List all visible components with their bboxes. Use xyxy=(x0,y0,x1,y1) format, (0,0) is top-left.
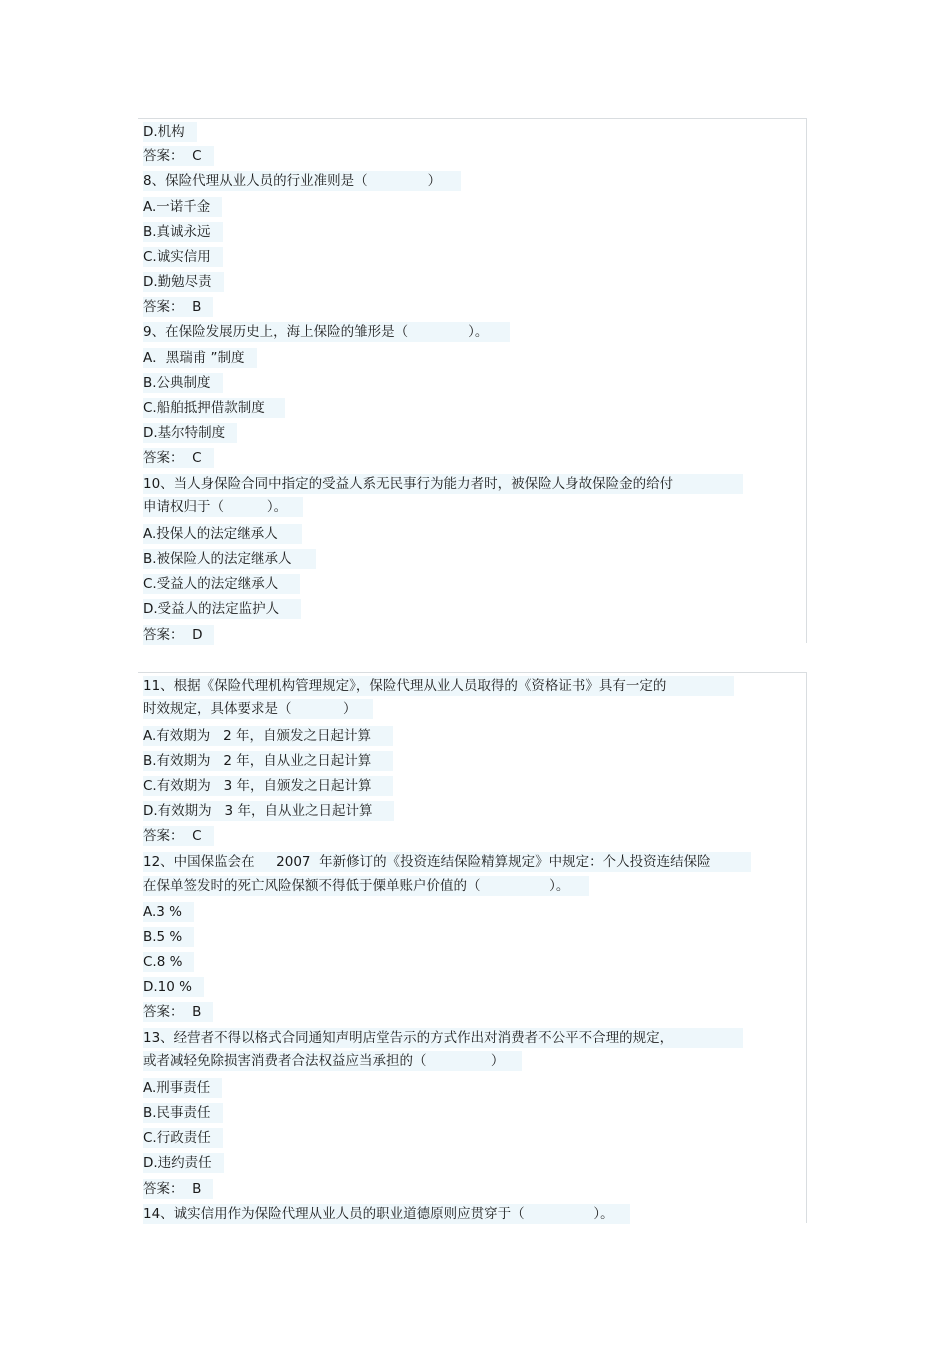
question-13-cont: 或者减轻免除损害消费者合法权益应当承担的（ ） xyxy=(143,1051,522,1071)
option-a: A.有效期为 2 年，自颁发之日起计算 xyxy=(143,726,393,746)
question-12-cont: 在保单签发时的死亡风险保额不得低于傈单账户价值的（ ）。 xyxy=(143,876,589,896)
option-b: B.5 % xyxy=(143,927,194,947)
option-b: B.公典制度 xyxy=(143,373,223,393)
answer-13: 答案： B xyxy=(143,1179,213,1199)
option-a: A.3 % xyxy=(143,902,194,922)
question-10-cont: 申请权归于（ ）。 xyxy=(143,497,303,517)
answer-7: 答案： C xyxy=(143,146,214,166)
question-block-1 xyxy=(138,118,807,643)
option-b: B.真诚永远 xyxy=(143,222,223,242)
option-c: C.诚实信用 xyxy=(143,247,223,267)
question-14: 14、诚实信用作为保险代理从业人员的职业道德原则应贯穿于（ ）。 xyxy=(143,1204,630,1224)
answer-9: 答案： C xyxy=(143,448,214,468)
option-a: A.投保人的法定继承人 xyxy=(143,524,302,544)
answer-12: 答案： B xyxy=(143,1002,213,1022)
option-c: C.船舶抵押借款制度 xyxy=(143,398,285,418)
option-a: A.一诺千金 xyxy=(143,197,222,217)
question-10: 10、当人身保险合同中指定的受益人系无民事行为能力者时，被保险人身故保险金的给付 xyxy=(143,474,743,494)
option-b: B.有效期为 2 年，自从业之日起计算 xyxy=(143,751,393,771)
question-9: 9、在保险发展历史上，海上保险的雏形是（ ）。 xyxy=(143,322,510,342)
option-d: D.有效期为 3 年，自从业之日起计算 xyxy=(143,801,394,821)
option-b: B.民事责任 xyxy=(143,1103,223,1123)
option-d: D.勤勉尽责 xyxy=(143,272,224,292)
option-a: A.刑事责任 xyxy=(143,1078,222,1098)
question-12: 12、中国保监会在 2007 年新修订的《投资连结保险精算规定》中规定：个人投资连结保险 xyxy=(143,852,751,872)
question-11: 11、根据《保险代理机构管理规定》，保险代理从业人员取得的《资格证书》具有一定的 xyxy=(143,676,734,696)
option-c: C.有效期为 3 年，自颁发之日起计算 xyxy=(143,776,393,796)
answer-11: 答案： C xyxy=(143,826,214,846)
option-d: D.受益人的法定监护人 xyxy=(143,599,301,619)
option-c: C.行政责任 xyxy=(143,1128,223,1148)
answer-10: 答案： D xyxy=(143,625,214,645)
option-a: A．黑瑞甫 ”制度 xyxy=(143,348,257,368)
option-d: D.违约责任 xyxy=(143,1153,224,1173)
question-11-cont: 时效规定，具体要求是（ ） xyxy=(143,699,373,719)
option-c: C.受益人的法定继承人 xyxy=(143,574,300,594)
option-b: B.被保险人的法定继承人 xyxy=(143,549,316,569)
option-d: D.机构 xyxy=(143,122,197,142)
option-d: D.基尔特制度 xyxy=(143,423,237,443)
option-c: C.8 % xyxy=(143,952,194,972)
question-8: 8、保险代理从业人员的行业准则是（ ） xyxy=(143,171,461,191)
option-d: D.10 % xyxy=(143,977,204,997)
question-13: 13、经营者不得以格式合同通知声明店堂告示的方式作出对消费者不公平不合理的规定， xyxy=(143,1028,743,1048)
answer-8: 答案： B xyxy=(143,297,213,317)
question-block-2 xyxy=(138,672,807,1223)
